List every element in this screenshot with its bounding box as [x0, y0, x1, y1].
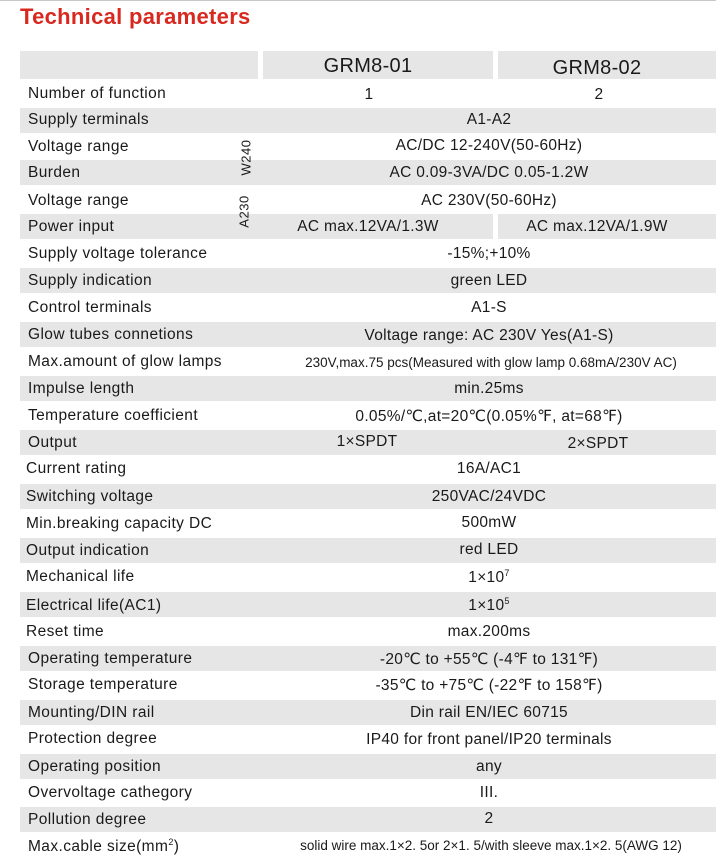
row-label: Supply voltage tolerance: [28, 245, 208, 262]
row-value-exp: [468, 596, 509, 615]
row-label: Overvoltage cathegory: [28, 784, 193, 801]
row-value: AC 230V(50-60Hz): [421, 192, 557, 209]
row-value-col2: AC max.12VA/1.9W: [526, 218, 668, 235]
row-label-cable-size: [28, 837, 179, 856]
row-value: -35℃ to +75℃ (-22℉ to 158℉): [375, 677, 603, 694]
row-label: Output: [28, 434, 77, 451]
row-label: Control terminals: [28, 299, 152, 316]
mechanical-life-base: 1×10: [468, 569, 505, 587]
row-label: Glow tubes connetions: [28, 326, 194, 343]
row-value: A1-S: [471, 299, 507, 316]
row-label: Voltage range: [28, 138, 129, 155]
row-value-col2: 2: [594, 86, 604, 103]
row-label: Impulse length: [28, 380, 135, 397]
row-label: Min.breaking capacity DC: [26, 515, 213, 532]
row-value-col1: 1×SPDT: [336, 433, 398, 450]
row-value: AC/DC 12-240V(50-60Hz): [395, 137, 583, 154]
cable-size-label-base: Max.cable size(mm: [28, 838, 169, 856]
row-label: Switching voltage: [26, 488, 154, 505]
row-label: Mechanical life: [26, 568, 135, 585]
row-label: Protection degree: [28, 730, 158, 747]
row-label: Max.amount of glow lamps: [28, 353, 222, 370]
mechanical-life-exp: 7: [504, 568, 510, 578]
header-col1: GRM8-01: [323, 55, 413, 77]
cable-size-label-exp: 2: [168, 837, 174, 847]
row-value: Voltage range: AC 230V Yes(A1-S): [364, 327, 614, 344]
row-value: 2: [484, 810, 494, 827]
row-label: Supply terminals: [28, 111, 149, 128]
row-label: Power input: [28, 218, 115, 235]
header-left-shade: [20, 51, 258, 79]
group-label-w240: W240: [238, 139, 254, 176]
row-label: Output indication: [26, 542, 150, 559]
row-value-col2: 2×SPDT: [567, 435, 629, 452]
row-label: Electrical life(AC1): [26, 597, 162, 614]
electrical-life-base: 1×10: [468, 597, 505, 615]
row-value: 250VAC/24VDC: [431, 488, 547, 505]
page-title: Technical parameters: [20, 4, 251, 29]
row-label: Burden: [28, 164, 81, 181]
row-label: Operating temperature: [28, 650, 193, 667]
row-value: 0.05%/℃,at=20℃(0.05%℉, at=68℉): [355, 408, 623, 425]
row-label: Reset time: [26, 623, 105, 640]
row-value: green LED: [450, 272, 528, 289]
row-value: max.200ms: [447, 623, 531, 640]
top-rule: [0, 0, 716, 1]
row-value: -20℃ to +55℃ (-4℉ to 131℉): [379, 651, 599, 668]
row-label: Storage temperature: [28, 676, 178, 693]
row-value-exp: [468, 568, 509, 587]
row-label: Supply indication: [28, 272, 152, 289]
row-label: Temperature coefficient: [28, 407, 199, 424]
electrical-life-exp: 5: [504, 596, 510, 606]
row-value: A1-A2: [466, 111, 512, 128]
row-value: any: [476, 758, 502, 775]
row-value: solid wire max.1×2. 5or 2×1. 5/with sleeve max.1×2. 5(AWG 12): [300, 838, 682, 853]
header-col2: GRM8-02: [552, 57, 642, 79]
row-label: Voltage range: [28, 192, 129, 209]
row-value: 230V,max.75 pcs(Measured with glow lamp 0.68mA/230V AC): [305, 355, 677, 370]
row-label: Current rating: [26, 460, 127, 477]
row-label: Operating position: [28, 758, 162, 775]
row-value: min.25ms: [454, 380, 524, 397]
row-value: IP40 for front panel/IP20 terminals: [366, 731, 612, 748]
row-label: Mounting/DIN rail: [28, 704, 155, 721]
row-value: 500mW: [461, 514, 517, 531]
row-value: AC 0.09-3VA/DC 0.05-1.2W: [389, 164, 589, 181]
group-label-a230: A230: [236, 195, 252, 228]
power-input-divider: [493, 214, 498, 239]
row-value: Din rail EN/IEC 60715: [410, 704, 568, 721]
row-value-col1: 1: [364, 86, 374, 103]
row-value: 16A/AC1: [456, 460, 522, 477]
row-value-col1: AC max.12VA/1.3W: [297, 218, 439, 235]
row-value: III.: [479, 784, 499, 801]
row-label: Number of function: [28, 85, 167, 102]
row-value: -15%;+10%: [447, 245, 531, 262]
row-value: red LED: [459, 541, 519, 558]
cable-size-label-end: ): [173, 838, 180, 856]
row-shade: [20, 160, 716, 185]
row-label: Pollution degree: [28, 811, 147, 828]
